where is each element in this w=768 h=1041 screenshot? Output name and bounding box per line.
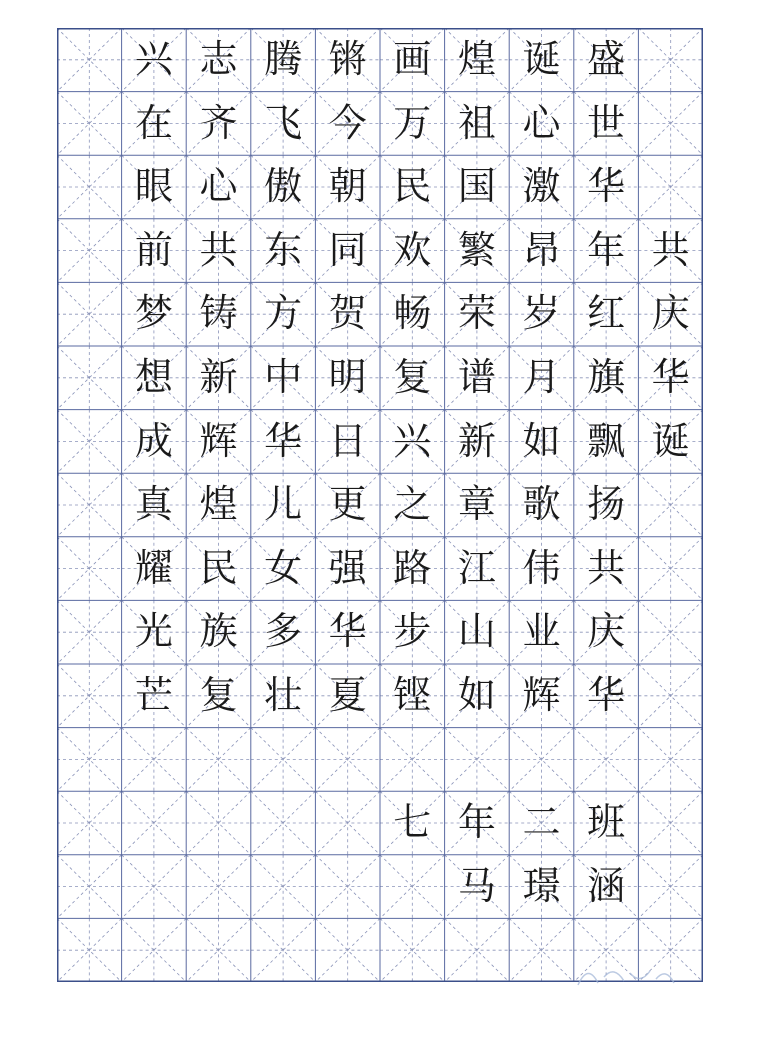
calligraphy-practice-sheet — [57, 28, 703, 982]
poem-character: 想 — [134, 355, 173, 399]
poem-character: 更 — [328, 482, 367, 527]
poem-character: 盛 — [587, 37, 626, 81]
title-character: 庆 — [651, 291, 690, 336]
poem-character: 兴 — [134, 37, 173, 81]
poem-character: 旗 — [587, 355, 626, 399]
poem-character: 傲 — [264, 164, 303, 209]
poem-character: 复 — [199, 673, 238, 717]
poem-character: 新 — [199, 355, 238, 399]
poem-character: 耀 — [134, 545, 173, 590]
poem-character: 歌 — [522, 482, 561, 527]
poem-character: 飞 — [264, 100, 303, 145]
poem-character: 画 — [393, 37, 432, 81]
poem-character: 方 — [264, 291, 303, 336]
poem-character: 族 — [199, 609, 238, 654]
poem-character: 铿 — [393, 673, 432, 717]
poem-character: 步 — [393, 609, 432, 654]
poem-character: 兴 — [393, 418, 432, 463]
poem-character: 华 — [587, 673, 626, 717]
poem-character: 东 — [264, 227, 303, 272]
poem-character: 壮 — [264, 673, 303, 717]
poem-character: 中 — [264, 355, 303, 399]
poem-character: 民 — [393, 164, 432, 209]
poem-character: 同 — [328, 227, 367, 272]
signature-name-character: 马 — [457, 863, 496, 908]
poem-character: 祖 — [457, 100, 496, 145]
poem-character: 欢 — [393, 227, 432, 272]
poem-character: 如 — [457, 673, 496, 717]
poem-character: 年 — [587, 227, 626, 272]
poem-character: 万 — [393, 100, 432, 145]
title-character: 华 — [651, 355, 690, 399]
poem-character: 成 — [134, 418, 173, 463]
poem-character: 飘 — [587, 418, 626, 463]
poem-character: 章 — [457, 482, 496, 527]
poem-character: 日 — [328, 418, 367, 463]
poem-character: 多 — [264, 609, 303, 654]
poem-character: 山 — [457, 609, 496, 654]
poem-character: 庆 — [587, 609, 626, 654]
poem-character: 强 — [328, 545, 367, 590]
poem-character: 畅 — [393, 291, 432, 336]
signature-name-character: 璟 — [522, 863, 561, 908]
poem-character: 前 — [134, 227, 173, 272]
signature-class-character: 年 — [457, 800, 496, 845]
poem-character: 煌 — [457, 37, 496, 81]
poem-character: 锵 — [328, 37, 367, 81]
poem-character: 铸 — [199, 291, 238, 336]
poem-character: 儿 — [264, 482, 303, 527]
poem-character: 共 — [199, 227, 238, 272]
poem-character: 伟 — [522, 545, 561, 590]
poem-character: 在 — [134, 100, 173, 145]
poem-character: 民 — [199, 545, 238, 590]
signature-class-character: 七 — [393, 800, 432, 845]
poem-character: 齐 — [199, 100, 238, 145]
poem-character: 复 — [393, 355, 432, 399]
poem-character: 眼 — [134, 164, 173, 209]
signature-name-character: 涵 — [587, 863, 626, 908]
poem-character: 心 — [522, 100, 561, 145]
poem-character: 路 — [393, 545, 432, 590]
title-character: 诞 — [651, 418, 690, 463]
poem-character: 梦 — [134, 291, 173, 336]
poem-character: 夏 — [328, 673, 367, 717]
poem-character: 华 — [328, 609, 367, 654]
poem-character: 激 — [522, 164, 561, 209]
poem-character: 新 — [457, 418, 496, 463]
poem-character: 诞 — [522, 37, 561, 81]
poem-character: 真 — [134, 482, 173, 527]
signature-class-character: 班 — [587, 800, 626, 845]
poem-character: 江 — [457, 545, 496, 590]
poem-character: 国 — [457, 164, 496, 209]
poem-character: 昂 — [522, 227, 561, 272]
poem-character: 荣 — [457, 291, 496, 336]
poem-character: 华 — [587, 164, 626, 209]
poem-character: 腾 — [264, 37, 303, 81]
poem-character: 辉 — [199, 418, 238, 463]
poem-character: 华 — [264, 418, 303, 463]
poem-character: 芒 — [134, 673, 173, 717]
poem-character: 贺 — [328, 291, 367, 336]
poem-character: 朝 — [328, 164, 367, 209]
poem-character: 扬 — [587, 482, 626, 527]
poem-character: 今 — [328, 100, 367, 145]
poem-character: 志 — [199, 37, 238, 81]
poem-character: 辉 — [522, 673, 561, 717]
poem-character: 世 — [587, 100, 626, 145]
poem-character: 明 — [328, 355, 367, 399]
signature-class-character: 二 — [522, 800, 561, 845]
poem-character: 岁 — [522, 291, 561, 336]
faint-stamp-mark — [570, 955, 680, 995]
title-character: 共 — [651, 227, 690, 272]
poem-character: 谱 — [457, 355, 496, 399]
poem-character: 之 — [393, 482, 432, 527]
poem-character: 红 — [587, 291, 626, 336]
poem-character: 煌 — [199, 482, 238, 527]
poem-character: 心 — [199, 164, 238, 209]
poem-character: 月 — [522, 355, 561, 399]
poem-character: 如 — [522, 418, 561, 463]
poem-character: 业 — [522, 609, 561, 654]
poem-character: 繁 — [457, 227, 496, 272]
poem-character: 光 — [134, 609, 173, 654]
poem-character: 女 — [264, 545, 303, 590]
poem-character: 共 — [587, 545, 626, 590]
